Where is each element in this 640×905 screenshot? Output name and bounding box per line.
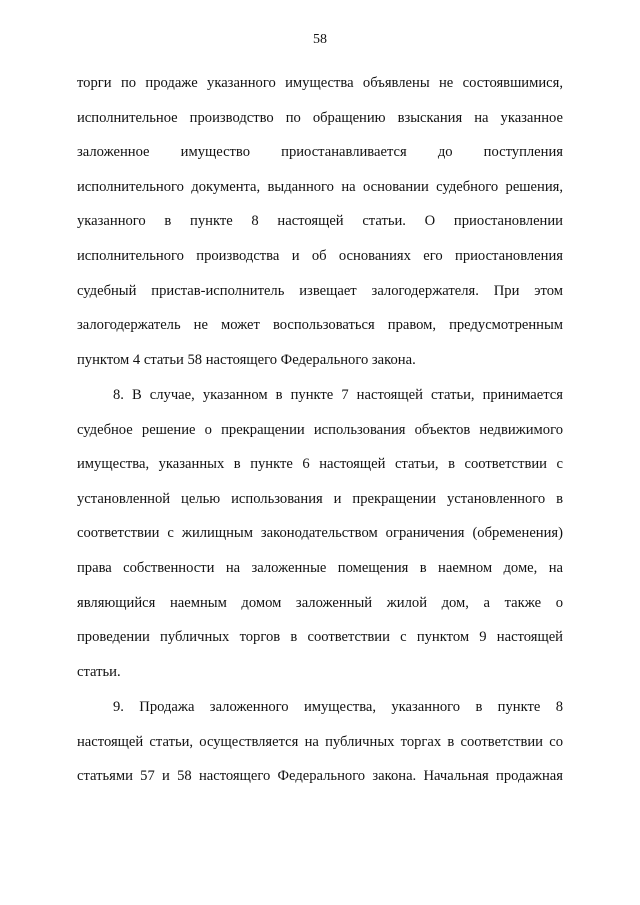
text-line: указанного в пункте 8 настоящей статьи. О приостановлении (77, 213, 563, 230)
text-line: статьями 57 и 58 настоящего Федерального закона. Начальная продажная (77, 768, 563, 785)
text-line: судебный пристав-исполнитель извещает залогодержателя. При этом (77, 282, 563, 299)
text-line: являющийся наемным домом заложенный жилой дом, а также о (77, 594, 563, 611)
text-line: залогодержатель не может воспользоваться правом, предусмотренным (77, 317, 563, 334)
text-line: исполнительного документа, выданного на основании судебного решения, (77, 178, 563, 195)
text-line: заложенное имущество приостанавливается до поступления (77, 144, 563, 161)
text-line: статьи. (77, 663, 121, 680)
text-line: установленной целью использования и прекращении установленного в (77, 490, 563, 507)
text-line: исполнительное производство по обращению взыскания на указанное (77, 109, 563, 126)
paragraph-item-8 (77, 378, 563, 689)
text-line: настоящей статьи, осуществляется на публичных торгах в соответствии со (77, 733, 563, 750)
paragraph-item-9 (77, 690, 563, 794)
text-line: проведении публичных торгов в соответствии с пунктом 9 настоящей (77, 629, 563, 646)
text-line: судебное решение о прекращении использования объектов недвижимого (77, 421, 563, 438)
text-line: 9. Продажа заложенного имущества, указанного в пункте 8 (113, 699, 563, 715)
paragraph-continuation (77, 66, 563, 377)
text-line: исполнительного производства и об основаниях его приостановления (77, 247, 563, 264)
text-line: пунктом 4 статьи 58 настоящего Федерального закона. (77, 351, 416, 368)
text-line: соответствии с жилищным законодательством ограничения (обременения) (77, 525, 563, 542)
text-line: 8. В случае, указанном в пункте 7 настоящей статьи, принимается (113, 387, 563, 403)
page-number: 58 (313, 32, 327, 47)
text-line: права собственности на заложенные помещения в наемном доме, на (77, 559, 563, 576)
text-line: торги по продаже указанного имущества объявлены не состоявшимися, (77, 75, 563, 91)
text-line: имущества, указанных в пункте 6 настоящей статьи, в соответствии с (77, 456, 563, 473)
